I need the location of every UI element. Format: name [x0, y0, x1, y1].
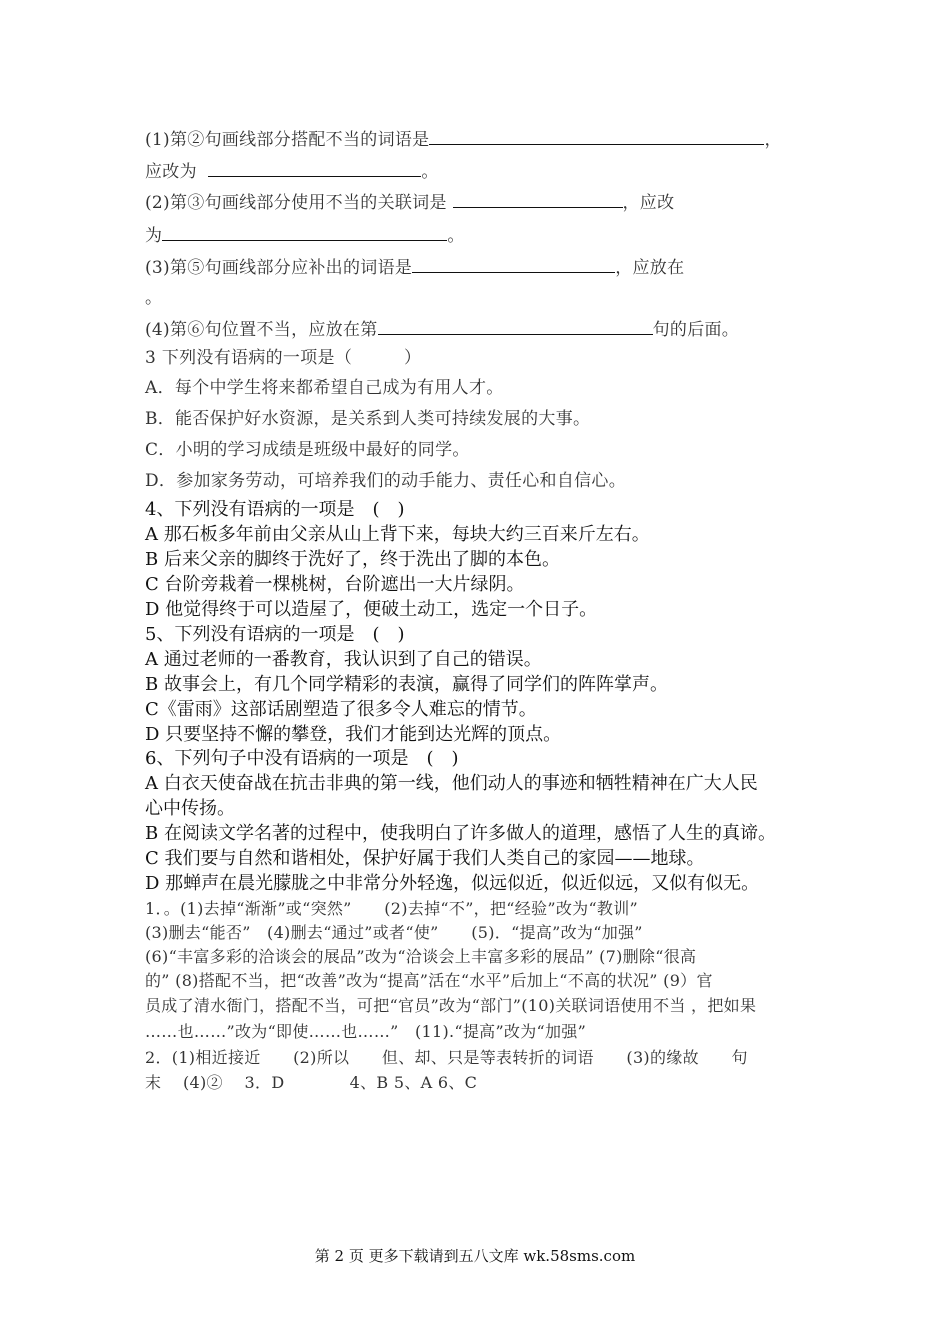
- text: 的” (8)搭配不当，把“改善”改为“提高”活在“水平”后加上“不高的状况” (9）官: [145, 971, 713, 990]
- q5-option-b: [145, 674, 668, 696]
- text: B 故事会上，有几个同学精彩的表演，赢得了同学们的阵阵掌声。: [145, 674, 668, 695]
- text: D 只要坚持不懈的攀登，我们才能到达光辉的顶点。: [145, 724, 562, 745]
- q6-option-a-cont: [145, 798, 235, 820]
- answer-line-3: [145, 946, 696, 968]
- answer-blank: [429, 128, 764, 145]
- text: A 通过老师的一番教育，我认识到了自己的错误。: [145, 649, 542, 670]
- text: (3)删去“能否” (4)删去“通过”或者“使” (5)．“提高”改为“加强”: [145, 923, 643, 942]
- text: 应改为: [145, 162, 197, 182]
- q5-option-a: [145, 649, 542, 671]
- answer-blank: [162, 224, 447, 241]
- text: ……也……”改为“即使……也……” (11).“提高”改为“加强”: [145, 1022, 587, 1041]
- text: C 我们要与自然和谐相处，保护好属于我们人类自己的家园——地球。: [145, 848, 705, 869]
- answer-line-4: [145, 970, 713, 992]
- q2-item-3-end: [145, 287, 162, 309]
- q6-option-b: [145, 823, 776, 845]
- q3-option-b: [145, 408, 590, 430]
- text: 。: [145, 288, 163, 308]
- answer-line-7: [145, 1047, 748, 1069]
- q2-item-3: [145, 256, 684, 279]
- q5-option-c: [145, 699, 537, 721]
- q3-option-a: [145, 377, 504, 399]
- text: A．每个中学生将来都希望自己成为有用人才。: [145, 378, 504, 398]
- text: D 他觉得终于可以造屋了，便破土动工，选定一个日子。: [145, 599, 598, 620]
- answer-blank: [378, 318, 653, 335]
- text: A 白衣天使奋战在抗击非典的第一线，他们动人的事迹和牺牲精神在广大人民: [145, 773, 758, 794]
- text: 为: [145, 226, 163, 246]
- q6-option-a: [145, 773, 758, 795]
- text: 末 (4)② 3．D 4、B 5、A 6、C: [145, 1073, 478, 1092]
- q5-stem: [145, 624, 405, 646]
- answer-line-5: [145, 995, 756, 1017]
- text: 4、下列没有语病的一项是 ( ): [145, 499, 405, 520]
- answer-line-8: [145, 1072, 477, 1094]
- answer-line-6: [145, 1021, 586, 1043]
- text: 员成了清水衙门，搭配不当，可把“官员”改为“部门”(10)关联词语使用不当 ，把如果: [145, 996, 757, 1015]
- q4-option-b: [145, 549, 560, 571]
- text: (2)第③句画线部分使用不当的关联词是: [145, 193, 447, 213]
- text: 5、下列没有语病的一项是 ( ): [145, 624, 405, 645]
- answer-line-1: [145, 898, 638, 920]
- q6-option-d: [145, 873, 759, 895]
- text: (6)“丰富多彩的洽谈会的展品”改为“洽谈会上丰富多彩的展品” (7)删除“很高: [145, 947, 697, 966]
- text: D．参加家务劳动，可培养我们的动手能力、责任心和自信心。: [145, 471, 627, 491]
- text: B．能否保护好水资源，是关系到人类可持续发展的大事。: [145, 409, 591, 429]
- q4-stem: [145, 499, 405, 521]
- q2-item-2-fix: [145, 224, 465, 247]
- text: 。: [421, 162, 439, 182]
- answer-blank: [208, 160, 421, 177]
- q4-option-c: [145, 574, 525, 596]
- text: (3)第⑤句画线部分应补出的词语是: [145, 258, 413, 278]
- q6-stem: [145, 748, 459, 770]
- q3-stem: [145, 347, 421, 369]
- q5-option-d: [145, 724, 561, 746]
- q3-option-d: [145, 470, 626, 492]
- text: A 那石板多年前由父亲从山上背下来，每块大约三百来斤左右。: [145, 524, 650, 545]
- text: ，应改: [622, 193, 675, 213]
- text: 心中传扬。: [145, 798, 235, 819]
- text: B 在阅读文学名著的过程中，使我明白了许多做人的道理，感悟了人生的真谛。: [145, 823, 776, 844]
- text: 。: [447, 226, 465, 246]
- answer-blank: [412, 256, 615, 273]
- answer-blank: [453, 191, 623, 208]
- text: (1)第②句画线部分搭配不当的词语是: [145, 130, 430, 150]
- text: 3 下列没有语病的一项是（ ）: [145, 348, 422, 368]
- text: B 后来父亲的脚终于洗好了，终于洗出了脚的本色。: [145, 549, 560, 570]
- text: C 台阶旁栽着一棵桃树，台阶遮出一大片绿阴。: [145, 574, 525, 595]
- q4-option-a: [145, 524, 650, 546]
- text: 1．。(1)去掉“渐渐”或“突然” (2)去掉“不”，把“经验”改为“教训”: [145, 899, 639, 918]
- q2-item-2: [145, 191, 674, 214]
- text: D 那蝉声在晨光朦胧之中非常分外轻逸，似远似近，似近似远，又似有似无。: [145, 873, 760, 894]
- text: C．小明的学习成绩是班级中最好的同学。: [145, 440, 470, 460]
- q2-item-4: [145, 318, 739, 341]
- text: 句的后面。: [652, 320, 740, 340]
- answer-line-2: [145, 922, 643, 944]
- text: 2．(1)相近接近 (2)所以 但、却、只是等表转折的词语 (3)的缘故 句: [145, 1048, 748, 1067]
- text: (4)第⑥句位置不当，应放在第: [145, 320, 378, 340]
- text: C《雷雨》这部话剧塑造了很多令人难忘的情节。: [145, 699, 537, 720]
- q4-option-d: [145, 599, 597, 621]
- q2-item-1: [145, 128, 782, 151]
- q2-item-1-fix: [145, 160, 439, 183]
- text: ，应放在: [615, 258, 685, 278]
- q3-option-c: [145, 439, 470, 461]
- q6-option-c: [145, 848, 705, 870]
- text: ，: [764, 130, 782, 150]
- page-footer: 第 2 页 更多下载请到五八文库 wk.58sms.com: [314, 1247, 636, 1265]
- text: 6、下列句子中没有语病的一项是 ( ): [145, 748, 459, 769]
